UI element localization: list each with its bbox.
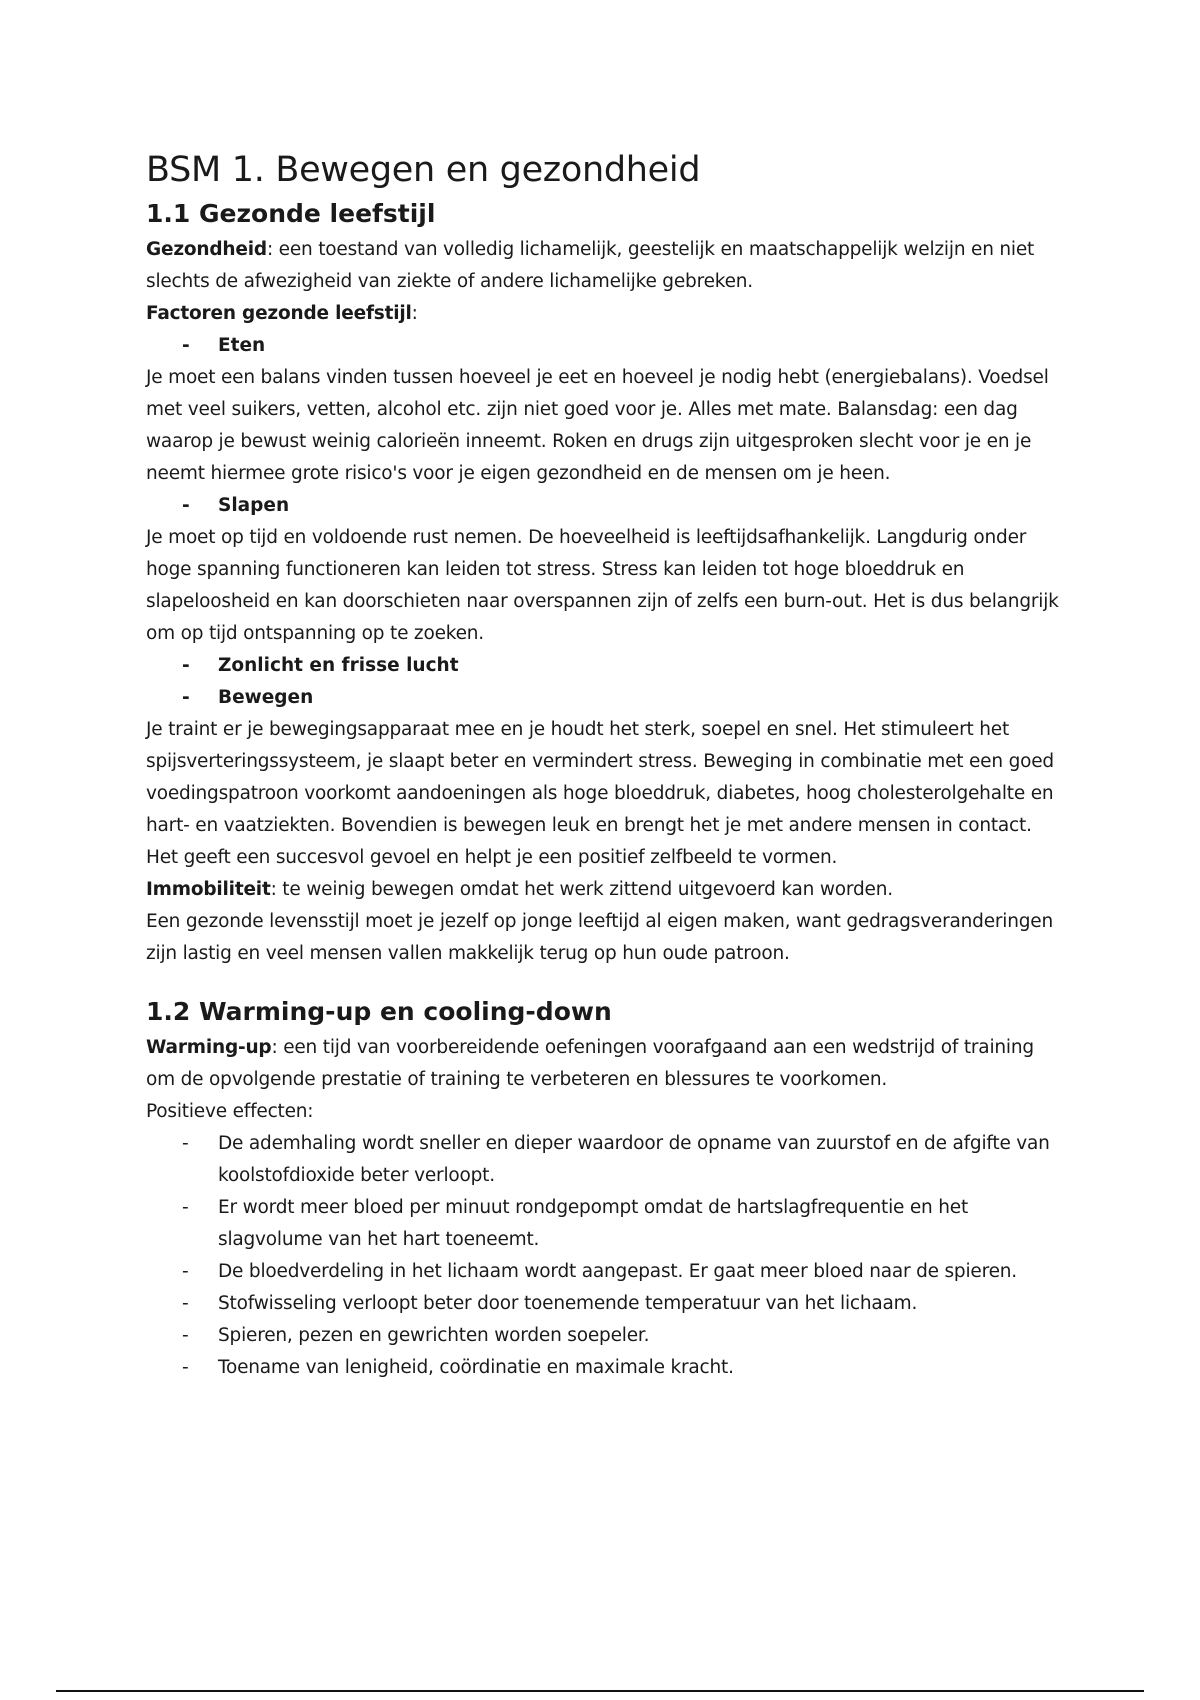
section-heading-1-1: 1.1 Gezonde leefstijl [146,199,436,228]
bullet-dash: - [182,1357,189,1378]
bullet-dash: - [182,495,190,516]
definition-warmup: : een tijd van voorbereidende oefeningen voorafgaand aan een wedstrijd of training om de opvolgende prestatie of training te verbeteren en blessures te voorkomen. [146,1037,1034,1090]
paragraph-bewegen: Je traint er je bewegingsapparaat mee en je houdt het sterk, soepel en snel. Het stimuleert het spijsverteringssysteem, je slaapt beter en vermindert stress. Beweging in combinatie met een goed voedingspatroon voorkomt aandoeningen als hoge bloeddruk, diabetes, hoog cholesterolgehalte en hart- en vaatziekten. Bovendien is bewegen leuk en brengt het je met andere mensen in contact. Het geeft een succesvol gevoel en helpt je een positief zelfbeeld te vormen. [146,719,1054,868]
bullet-label-bewegen: Bewegen [218,687,314,708]
list-item [146,1352,1066,1384]
bullet-label-zonlicht: Zonlicht en frisse lucht [218,655,459,676]
definition-gezondheid: : een toestand van volledig lichamelijk, geestelijk en maatschappelijk welzijn en niet slechts de afwezigheid van ziekte of andere lichamelijke gebreken. [146,239,1035,292]
effect-text: Er wordt meer bloed per minuut rondgepompt omdat de hartslagfrequentie en het slagvolume van het hart toeneemt. [218,1197,969,1250]
bullet-dash: - [182,335,190,356]
paragraph-factoren [146,298,1066,330]
bullet-dash: - [182,1325,189,1346]
bullet-heading-bewegen [146,682,1066,714]
bullet-dash: - [182,1133,189,1154]
term-immobiliteit: Immobiliteit [146,879,271,900]
bullet-dash: - [182,655,190,676]
factoren-colon: : [411,303,418,324]
bullet-dash: - [182,1261,189,1282]
definition-immobiliteit: : te weinig bewegen omdat het werk zittend uitgevoerd kan worden. [270,879,893,900]
effect-text: De ademhaling wordt sneller en dieper waardoor de opname van zuurstof en de afgifte van koolstofdioxide beter verloopt. [218,1133,1050,1186]
bullet-label-slapen: Slapen [218,495,290,516]
section-heading-1-2: 1.2 Warming-up en cooling-down [146,997,612,1026]
effect-text: De bloedverdeling in het lichaam wordt aangepast. Er gaat meer bloed naar de spieren. [218,1261,1017,1282]
term-warmup: Warming-up [146,1037,272,1058]
label-positieve-effecten: Positieve effecten: [146,1101,314,1122]
list-item [146,1128,1066,1192]
term-gezondheid: Gezondheid [146,239,267,260]
bullet-label-eten: Eten [218,335,266,356]
paragraph-slapen: Je moet op tijd en voldoende rust nemen. De hoeveelheid is leeftijdsafhankelijk. Langdurig onder hoge spanning functioneren kan leiden tot stress. Stress kan leiden tot hoge bloeddruk en slapeloosheid en kan doorschieten naar overspannen zijn of zelfs een burn-out. Het is dus belangrijk om op tijd ontspanning op te zoeken. [146,527,1059,644]
paragraph-warmup [146,1032,1066,1096]
list-item [146,1256,1066,1288]
effect-text: Stofwisseling verloopt beter door toenemende temperatuur van het lichaam. [218,1293,918,1314]
bullet-heading-slapen [146,490,1066,522]
effect-text: Spieren, pezen en gewrichten worden soepeler. [218,1325,650,1346]
bullet-heading-eten [146,330,1066,362]
list-item [146,1288,1066,1320]
bullet-heading-zonlicht [146,650,1066,682]
paragraph-immobiliteit [146,874,1066,906]
document-page [146,146,1066,1384]
bullet-dash: - [182,1197,189,1218]
bullet-dash: - [182,1293,189,1314]
bullet-dash: - [182,687,190,708]
term-factoren: Factoren gezonde leefstijl [146,303,412,324]
footer-divider [56,1690,1144,1692]
list-item [146,1192,1066,1256]
paragraph-gezondheid [146,234,1066,298]
effect-text: Toename van lenigheid, coördinatie en maximale kracht. [218,1357,734,1378]
paragraph-eten: Je moet een balans vinden tussen hoeveel je eet en hoeveel je nodig hebt (energiebalans). Voedsel met veel suikers, vetten, alcohol etc. zijn niet goed voor je. Alles met mate. Balansdag: een dag waarop je bewust weinig calorieën inneemt. Roken en drugs zijn uitgesproken slecht voor je en je neemt hiermee grote risico's voor je eigen gezondheid en de mensen om je heen. [146,367,1049,484]
paragraph-levensstijl: Een gezonde levensstijl moet je jezelf op jonge leeftijd al eigen maken, want gedragsveranderingen zijn lastig en veel mensen vallen makkelijk terug op hun oude patroon. [146,911,1054,964]
effects-list [146,1128,1066,1384]
list-item [146,1320,1066,1352]
document-title: BSM 1. Bewegen en gezondheid [146,150,701,190]
